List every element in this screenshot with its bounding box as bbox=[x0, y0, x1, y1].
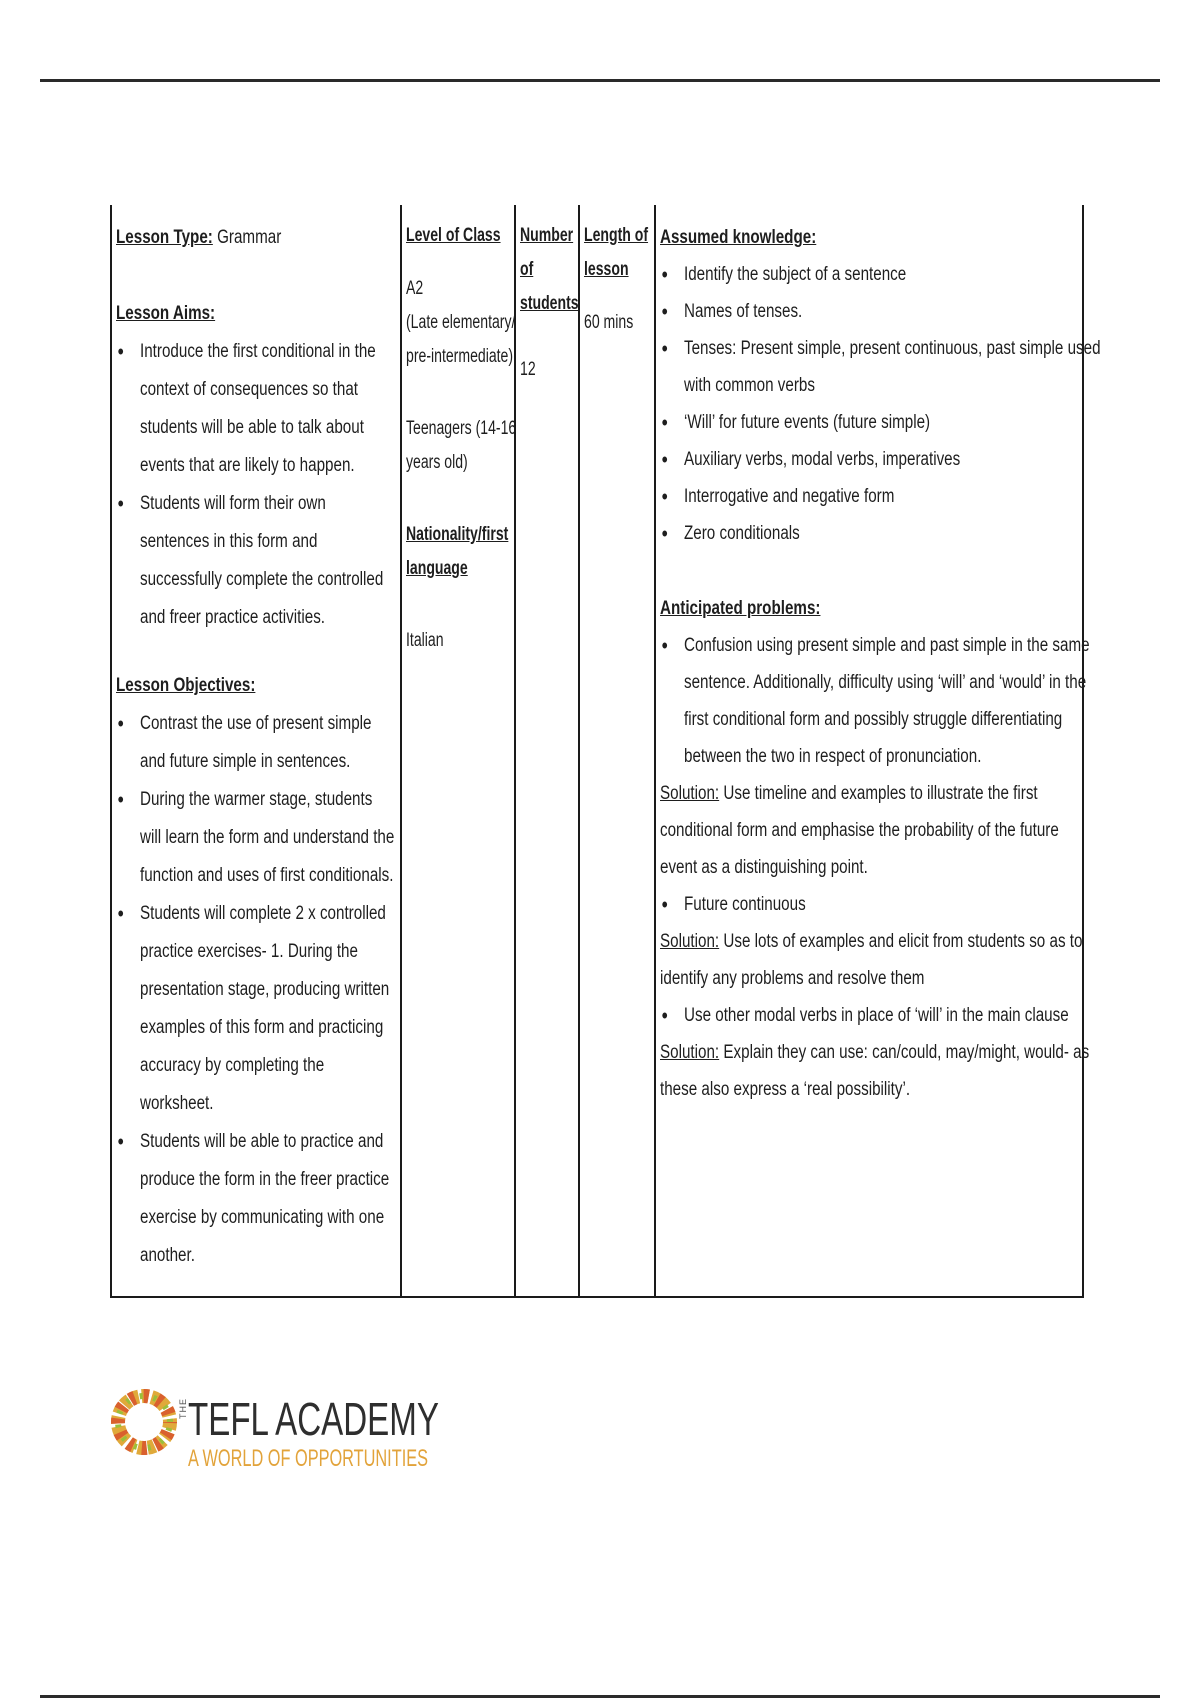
knowledge-item: • Identify the subject of a sentence bbox=[660, 256, 1088, 293]
length-heading: lesson bbox=[584, 259, 629, 280]
solution-text: conditional form and emphasise the probability of the future bbox=[660, 820, 1059, 841]
column-lesson-length bbox=[578, 205, 654, 1298]
knowledge-item: • Zero conditionals bbox=[660, 515, 1088, 552]
students-heading: students bbox=[520, 293, 579, 314]
knowledge-item: • Auxiliary verbs, modal verbs, imperatives bbox=[660, 441, 1088, 478]
solution-block bbox=[660, 775, 1088, 886]
aim-item: • Introduce the first conditional in the context of consequences so that students will be able to talk about events that are likely to happen. bbox=[116, 333, 396, 485]
assumed-knowledge-list bbox=[660, 256, 1101, 552]
solution-label: Solution: bbox=[660, 783, 720, 804]
level-heading: Level of Class bbox=[406, 225, 501, 246]
problem-list bbox=[660, 627, 1088, 775]
students-heading: Number bbox=[520, 225, 574, 246]
solution-text: Use lots of examples and elicit from students so as to bbox=[719, 931, 1083, 952]
problem-line: first conditional form and possibly struggle differentiating bbox=[684, 709, 1063, 730]
problem-item bbox=[660, 627, 1088, 775]
age-group: years old) bbox=[406, 452, 468, 473]
tefl-academy-logo bbox=[108, 1352, 439, 1492]
knowledge-item: • Interrogative and negative form bbox=[660, 478, 1088, 515]
solution-text: identify any problems and resolve them bbox=[660, 968, 925, 989]
assumed-knowledge-heading: Assumed knowledge: bbox=[660, 227, 817, 248]
knowledge-item: • Names of tenses. bbox=[660, 293, 1088, 330]
solution-label: Solution: bbox=[660, 1042, 720, 1063]
students-heading: of bbox=[520, 259, 534, 280]
knowledge-item bbox=[660, 330, 1101, 404]
students-value: 12 bbox=[520, 359, 536, 380]
column-level bbox=[400, 205, 517, 1298]
knowledge-item: • ‘Will’ for future events (future simple) bbox=[660, 404, 1088, 441]
lesson-type-label: Lesson Type: bbox=[116, 227, 213, 248]
lesson-plan-table bbox=[110, 205, 1101, 1298]
lesson-objectives-list bbox=[116, 705, 396, 1275]
problem-item: • Future continuous bbox=[660, 886, 1088, 923]
nationality-value: Italian bbox=[406, 630, 444, 651]
level-value: A2 bbox=[406, 278, 424, 299]
solution-block bbox=[660, 923, 1088, 997]
solution-text: Use timeline and examples to illustrate the first bbox=[719, 783, 1038, 804]
column-number-of-students bbox=[514, 205, 578, 1298]
logo-tagline: A WORLD OF OPPORTUNITIES bbox=[188, 1445, 428, 1472]
lesson-aims-list bbox=[116, 333, 396, 637]
top-rule bbox=[40, 79, 1160, 82]
nationality-heading: language bbox=[406, 558, 468, 579]
knowledge-item-line: • Tenses: Present simple, present continuous, past simple used bbox=[684, 338, 1101, 359]
length-value: 60 mins bbox=[584, 312, 634, 333]
logo-ring-icon bbox=[108, 1352, 180, 1492]
lesson-type bbox=[116, 219, 396, 257]
knowledge-item-line: with common verbs bbox=[684, 375, 815, 396]
lesson-objectives-heading: Lesson Objectives: bbox=[116, 675, 256, 696]
solution-label: Solution: bbox=[660, 931, 720, 952]
problem-line: sentence. Additionally, difficulty using ‘will’ and ‘would’ in the bbox=[684, 672, 1087, 693]
solution-text: Explain they can use: can/could, may/might, would- as bbox=[719, 1042, 1090, 1063]
problem-line: • Confusion using present simple and past simple in the same bbox=[684, 635, 1090, 656]
lesson-aims-heading: Lesson Aims: bbox=[116, 303, 216, 324]
problem-item: • Use other modal verbs in place of ‘will’ in the main clause bbox=[660, 997, 1088, 1034]
problem-line: between the two in respect of pronunciation. bbox=[684, 746, 982, 767]
logo-name: TEFL ACADEMY bbox=[188, 1393, 439, 1445]
solution-text: these also express a ‘real possibility’. bbox=[660, 1079, 911, 1100]
logo-the: THE bbox=[178, 1398, 188, 1419]
age-group: Teenagers (14-16 bbox=[406, 418, 517, 439]
column-knowledge-problems bbox=[654, 205, 1101, 1298]
objective-item: • Contrast the use of present simple and future simple in sentences. bbox=[116, 705, 396, 781]
lesson-type-value: Grammar bbox=[212, 227, 282, 248]
solution-text: event as a distinguishing point. bbox=[660, 857, 868, 878]
level-description: (Late elementary/ bbox=[406, 312, 516, 333]
nationality-heading: Nationality/first bbox=[406, 524, 509, 545]
column-lesson-overview bbox=[110, 205, 400, 1298]
level-description: pre-intermediate) bbox=[406, 346, 514, 367]
anticipated-problems-heading: Anticipated problems: bbox=[660, 598, 821, 619]
objective-item: • During the warmer stage, students will learn the form and understand the function and uses of first conditionals. bbox=[116, 781, 396, 895]
bottom-rule bbox=[40, 1695, 1160, 1698]
objective-item: • Students will complete 2 x controlled practice exercises- 1. During the presentation stage, producing written examples of this form and practicing accuracy by completing the worksheet. bbox=[116, 895, 396, 1123]
table-bottom-border bbox=[110, 1296, 1084, 1298]
objective-item: • Students will be able to practice and produce the form in the freer practice exercise by communicating with one another. bbox=[116, 1123, 396, 1275]
knowledge-item-text bbox=[684, 330, 1101, 404]
length-heading: Length of bbox=[584, 225, 649, 246]
solution-block bbox=[660, 1034, 1088, 1108]
aim-item: • Students will form their own sentences in this form and successfully complete the controlled and freer practice activities. bbox=[116, 485, 396, 637]
